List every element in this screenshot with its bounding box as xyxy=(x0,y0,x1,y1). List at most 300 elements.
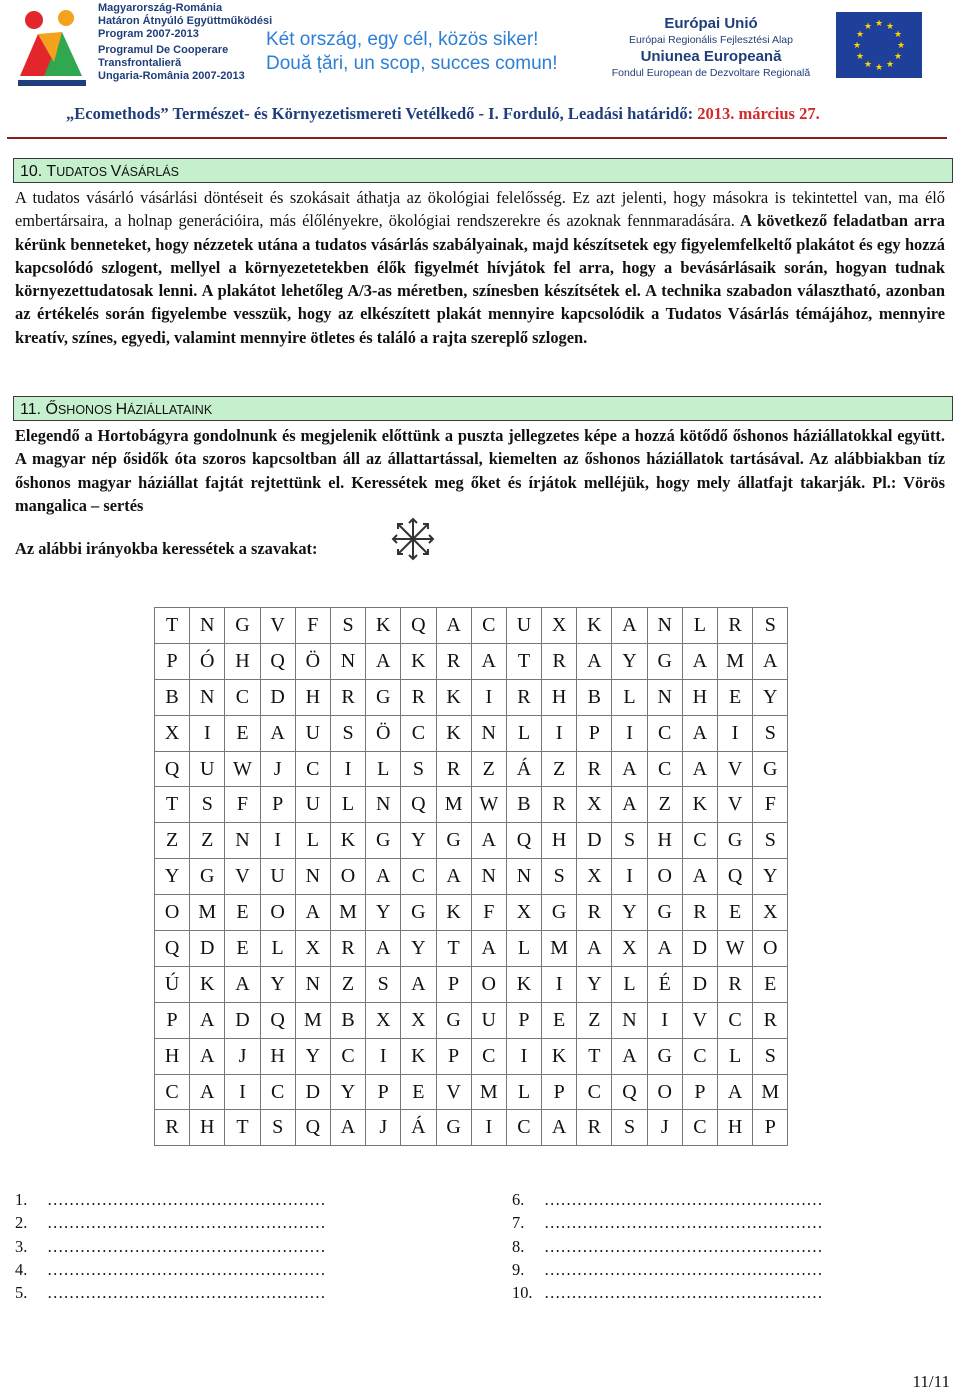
svg-text:★: ★ xyxy=(893,30,903,40)
grid-cell: A xyxy=(401,966,436,1002)
grid-cell: M xyxy=(471,1074,506,1110)
grid-cell: U xyxy=(506,608,541,644)
grid-cell: R xyxy=(577,751,612,787)
grid-cell: A xyxy=(190,1038,225,1074)
grid-cell: Ö xyxy=(366,715,401,751)
grid-cell: X xyxy=(366,1002,401,1038)
grid-cell: B xyxy=(506,787,541,823)
grid-cell: R xyxy=(718,608,753,644)
section-10-intro: A tudatos vásárló vásárlási döntéseit és szokásait áthatja az ökológiai felelősség. Ez azt jelenti, hogy másokra is tekintettel van, ma élő embertársaira, a holnap generációira, más élőlényekre, ökológiai rendszerekre és azoknak fennmaradására. xyxy=(15,188,945,231)
svg-text:★: ★ xyxy=(855,30,865,40)
grid-cell: L xyxy=(366,751,401,787)
grid-cell: L xyxy=(682,608,717,644)
grid-cell: I xyxy=(190,715,225,751)
grid-cell: S xyxy=(366,966,401,1002)
grid-cell: Y xyxy=(401,823,436,859)
grid-cell: Z xyxy=(471,751,506,787)
grid-cell: N xyxy=(471,859,506,895)
grid-cell: G xyxy=(436,823,471,859)
grid-cell: S xyxy=(542,859,577,895)
grid-cell: R xyxy=(330,931,365,967)
grid-row xyxy=(155,643,788,679)
grid-cell: O xyxy=(260,895,295,931)
svg-text:★: ★ xyxy=(896,41,906,51)
grid-cell: Ú xyxy=(155,966,190,1002)
grid-cell: E xyxy=(225,715,260,751)
grid-cell: L xyxy=(612,679,647,715)
grid-cell: Z xyxy=(190,823,225,859)
grid-cell: T xyxy=(155,787,190,823)
grid-cell: C xyxy=(295,751,330,787)
grid-cell: Ó xyxy=(190,643,225,679)
grid-cell: K xyxy=(401,643,436,679)
grid-cell: W xyxy=(471,787,506,823)
answer-line[interactable]: 5. …………………………………………… xyxy=(15,1283,326,1303)
grid-cell: N xyxy=(330,643,365,679)
grid-cell: T xyxy=(577,1038,612,1074)
section-10-text xyxy=(15,186,945,349)
grid-cell: H xyxy=(647,823,682,859)
grid-cell: V xyxy=(225,859,260,895)
grid-cell: A xyxy=(366,931,401,967)
grid-cell: U xyxy=(260,859,295,895)
grid-cell: C xyxy=(155,1074,190,1110)
grid-cell: C xyxy=(577,1074,612,1110)
grid-cell: M xyxy=(190,895,225,931)
grid-cell: J xyxy=(366,1110,401,1146)
grid-cell: K xyxy=(436,715,471,751)
grid-cell: A xyxy=(190,1002,225,1038)
eu-funding-text: Európai Unió Európai Regionális Fejlesztési Alap Uniunea Europeană Fondul European de Dezvoltare Regională xyxy=(611,15,811,79)
grid-cell: T xyxy=(155,608,190,644)
grid-cell: K xyxy=(682,787,717,823)
grid-cell: M xyxy=(718,643,753,679)
grid-cell: X xyxy=(155,715,190,751)
grid-cell: S xyxy=(330,608,365,644)
grid-cell: V xyxy=(718,787,753,823)
grid-cell: P xyxy=(542,1074,577,1110)
grid-cell: P xyxy=(436,1038,471,1074)
grid-cell: U xyxy=(295,715,330,751)
grid-cell: A xyxy=(612,751,647,787)
grid-cell: L xyxy=(506,715,541,751)
grid-cell: V xyxy=(436,1074,471,1110)
section-10-heading: 10. TUDATOS VÁSÁRLÁS xyxy=(13,158,953,183)
grid-cell: P xyxy=(753,1110,788,1146)
grid-cell: Y xyxy=(612,643,647,679)
grid-cell: Q xyxy=(401,608,436,644)
grid-cell: W xyxy=(225,751,260,787)
grid-cell: U xyxy=(295,787,330,823)
grid-cell: E xyxy=(225,931,260,967)
grid-cell: I xyxy=(471,679,506,715)
grid-cell: N xyxy=(295,966,330,1002)
grid-cell: I xyxy=(718,715,753,751)
grid-cell: R xyxy=(718,966,753,1002)
grid-cell: A xyxy=(577,931,612,967)
slogan-ro: Două țări, un scop, succes comun! xyxy=(266,53,558,74)
grid-cell: Q xyxy=(612,1074,647,1110)
grid-cell: D xyxy=(225,1002,260,1038)
grid-cell: R xyxy=(753,1002,788,1038)
grid-cell: Ö xyxy=(295,643,330,679)
grid-cell: B xyxy=(577,679,612,715)
grid-cell: P xyxy=(155,1002,190,1038)
grid-cell: V xyxy=(718,751,753,787)
contest-title: „Ecomethods” Természet- és Környezetismereti Vetélkedő - I. Forduló, Leadási határidő: 2013. március 27. xyxy=(66,104,820,123)
grid-cell: G xyxy=(647,895,682,931)
grid-cell: Y xyxy=(260,966,295,1002)
grid-cell: P xyxy=(506,1002,541,1038)
grid-cell: Q xyxy=(155,931,190,967)
section-11-text: Elegendő a Hortobágyra gondolnunk és megjelenik előttünk a puszta jellegzetes képe a hozzá kötődő őshonos háziállatokkal együtt. A magyar nép ősidők óta szoros kapcsoltban áll az állattartással, kiemelten az őshonos háziállatok tartásával. Az alábbiakban tíz őshonos magyar háziállat fajtát rejtettünk el. Keressétek meg őket és írjátok melléjük, hogy mely állatfajt takarják. Pl.: Vörös mangalica – sertés xyxy=(15,426,945,515)
grid-row xyxy=(155,679,788,715)
grid-cell: G xyxy=(647,1038,682,1074)
grid-cell: L xyxy=(260,931,295,967)
grid-row xyxy=(155,608,788,644)
grid-cell: P xyxy=(260,787,295,823)
answer-line[interactable]: 8. …………………………………………… xyxy=(512,1236,823,1256)
grid-cell: H xyxy=(295,679,330,715)
grid-cell: D xyxy=(682,966,717,1002)
grid-cell: C xyxy=(682,823,717,859)
grid-cell: A xyxy=(190,1074,225,1110)
grid-cell: G xyxy=(436,1110,471,1146)
grid-cell: I xyxy=(542,715,577,751)
grid-cell: D xyxy=(577,823,612,859)
grid-cell: A xyxy=(682,643,717,679)
grid-row xyxy=(155,751,788,787)
grid-cell: R xyxy=(577,1110,612,1146)
svg-text:★: ★ xyxy=(874,63,884,73)
grid-cell: I xyxy=(542,966,577,1002)
grid-cell: G xyxy=(753,751,788,787)
grid-cell: C xyxy=(647,751,682,787)
program-logo-icon xyxy=(14,6,90,92)
grid-cell: R xyxy=(682,895,717,931)
grid-cell: I xyxy=(506,1038,541,1074)
grid-cell: K xyxy=(366,608,401,644)
grid-cell: L xyxy=(506,1074,541,1110)
grid-cell: S xyxy=(753,608,788,644)
grid-cell: R xyxy=(577,895,612,931)
word-search-grid xyxy=(154,607,788,1146)
grid-cell: Á xyxy=(506,751,541,787)
grid-cell: P xyxy=(155,643,190,679)
grid-cell: P xyxy=(366,1074,401,1110)
grid-cell: R xyxy=(436,751,471,787)
grid-cell: Z xyxy=(155,823,190,859)
grid-cell: Y xyxy=(295,1038,330,1074)
grid-cell: Q xyxy=(295,1110,330,1146)
grid-cell: K xyxy=(436,895,471,931)
grid-cell: S xyxy=(753,1038,788,1074)
grid-cell: K xyxy=(401,1038,436,1074)
grid-cell: R xyxy=(542,643,577,679)
grid-cell: G xyxy=(225,608,260,644)
grid-cell: O xyxy=(471,966,506,1002)
section-10-task: A következő feladatban arra kérünk benneteket, hogy nézzetek utána a tudatos vásárlás szabályainak, majd készítsetek egy figyelemfelkeltő plakátot és egy hozzá kapcsolódó szlogent, mellyel a környezetetekben élők figyelmét hívjátok fel arra, hogy a bevásárlásaik során, hogyan tudnak környezettudatosak lenni. A plakátot lehetőleg A/3-as méretben, színesben készítsétek el. A technika szabadon választható, azonban az értékelés során figyelembe vesszük, hogy az elkészített plakát mennyire kapcsolódik a Tudatos Vásárlás témájához, mennyire kreatív, színes, egyedi, valamint mennyire ötletes és találó a rajta szereplő szlogen. xyxy=(15,211,945,347)
svg-text:★: ★ xyxy=(885,22,895,32)
answer-line[interactable]: 7. …………………………………………… xyxy=(512,1213,823,1233)
grid-cell: O xyxy=(647,1074,682,1110)
grid-cell: A xyxy=(647,931,682,967)
grid-cell: K xyxy=(506,966,541,1002)
grid-cell: L xyxy=(718,1038,753,1074)
grid-cell: P xyxy=(682,1074,717,1110)
grid-cell: I xyxy=(225,1074,260,1110)
grid-cell: J xyxy=(260,751,295,787)
grid-cell: M xyxy=(330,895,365,931)
program-slogan xyxy=(266,28,557,76)
grid-cell: H xyxy=(260,1038,295,1074)
grid-cell: S xyxy=(753,823,788,859)
grid-cell: A xyxy=(612,1038,647,1074)
grid-cell: Z xyxy=(330,966,365,1002)
grid-row xyxy=(155,787,788,823)
answer-line[interactable]: 2. …………………………………………… xyxy=(15,1213,326,1233)
answer-line[interactable]: 4. …………………………………………… xyxy=(15,1259,326,1279)
grid-cell: N xyxy=(190,679,225,715)
grid-row xyxy=(155,859,788,895)
grid-cell: Y xyxy=(577,966,612,1002)
grid-cell: I xyxy=(330,751,365,787)
grid-cell: N xyxy=(225,823,260,859)
svg-text:★: ★ xyxy=(863,22,873,32)
grid-cell: S xyxy=(401,751,436,787)
grid-cell: D xyxy=(260,679,295,715)
grid-cell: I xyxy=(366,1038,401,1074)
grid-cell: B xyxy=(330,1002,365,1038)
grid-cell: E xyxy=(401,1074,436,1110)
grid-row xyxy=(155,715,788,751)
section-11-heading: 11. ŐSHONOS HÁZIÁLLATAINK xyxy=(13,396,953,421)
grid-row xyxy=(155,1110,788,1146)
grid-cell: A xyxy=(682,751,717,787)
grid-cell: Y xyxy=(401,931,436,967)
grid-cell: R xyxy=(155,1110,190,1146)
grid-row xyxy=(155,1074,788,1110)
grid-cell: G xyxy=(366,823,401,859)
grid-cell: A xyxy=(366,643,401,679)
grid-cell: Y xyxy=(753,859,788,895)
svg-text:★: ★ xyxy=(874,19,884,29)
grid-cell: N xyxy=(190,608,225,644)
grid-cell: Y xyxy=(330,1074,365,1110)
grid-cell: X xyxy=(401,1002,436,1038)
grid-cell: A xyxy=(366,859,401,895)
answer-line[interactable]: 6. …………………………………………… xyxy=(512,1190,823,1209)
grid-cell: C xyxy=(718,1002,753,1038)
grid-cell: A xyxy=(330,1110,365,1146)
grid-cell: X xyxy=(506,895,541,931)
slogan-hu: Két ország, egy cél, közös siker! xyxy=(266,29,539,50)
grid-cell: Z xyxy=(542,751,577,787)
grid-cell: H xyxy=(155,1038,190,1074)
grid-cell: C xyxy=(260,1074,295,1110)
svg-text:★: ★ xyxy=(893,52,903,62)
grid-cell: H xyxy=(542,679,577,715)
grid-cell: I xyxy=(260,823,295,859)
grid-cell: D xyxy=(682,931,717,967)
grid-cell: V xyxy=(682,1002,717,1038)
grid-cell: K xyxy=(436,679,471,715)
grid-cell: Q xyxy=(401,787,436,823)
grid-cell: R xyxy=(401,679,436,715)
grid-cell: M xyxy=(295,1002,330,1038)
grid-cell: N xyxy=(647,608,682,644)
grid-cell: A xyxy=(612,787,647,823)
grid-cell: G xyxy=(436,1002,471,1038)
grid-cell: G xyxy=(718,823,753,859)
grid-cell: N xyxy=(612,1002,647,1038)
directions-label: Az alábbi irányokba keressétek a szavakat: xyxy=(15,539,318,558)
grid-cell: Q xyxy=(155,751,190,787)
grid-cell: L xyxy=(295,823,330,859)
grid-cell: E xyxy=(225,895,260,931)
grid-cell: R xyxy=(436,643,471,679)
grid-cell: X xyxy=(577,787,612,823)
grid-cell: B xyxy=(155,679,190,715)
grid-cell: X xyxy=(753,895,788,931)
grid-cell: C xyxy=(330,1038,365,1074)
grid-cell: A xyxy=(471,931,506,967)
answer-line[interactable]: 9. …………………………………………… xyxy=(512,1259,823,1279)
grid-cell: K xyxy=(577,608,612,644)
grid-cell: J xyxy=(225,1038,260,1074)
grid-cell: A xyxy=(682,715,717,751)
grid-cell: K xyxy=(330,823,365,859)
grid-cell: C xyxy=(225,679,260,715)
grid-cell: Y xyxy=(155,859,190,895)
grid-cell: P xyxy=(577,715,612,751)
grid-cell: Z xyxy=(577,1002,612,1038)
grid-cell: C xyxy=(401,715,436,751)
svg-text:★: ★ xyxy=(863,60,873,70)
grid-cell: L xyxy=(506,931,541,967)
grid-cell: C xyxy=(471,608,506,644)
eu-flag-icon xyxy=(836,12,922,78)
grid-cell: C xyxy=(682,1038,717,1074)
grid-cell: G xyxy=(647,643,682,679)
header-divider xyxy=(7,137,947,139)
grid-cell: Y xyxy=(366,895,401,931)
grid-cell: N xyxy=(366,787,401,823)
answers-left xyxy=(15,1188,326,1304)
page-header xyxy=(0,0,960,123)
grid-cell: U xyxy=(190,751,225,787)
grid-cell: Q xyxy=(506,823,541,859)
grid-cell: A xyxy=(577,643,612,679)
grid-cell: D xyxy=(295,1074,330,1110)
grid-cell: N xyxy=(471,715,506,751)
grid-cell: A xyxy=(436,859,471,895)
grid-cell: O xyxy=(155,895,190,931)
grid-cell: D xyxy=(190,931,225,967)
grid-cell: U xyxy=(471,1002,506,1038)
grid-cell: N xyxy=(647,679,682,715)
grid-cell: S xyxy=(330,715,365,751)
grid-cell: C xyxy=(471,1038,506,1074)
grid-row xyxy=(155,823,788,859)
answer-line[interactable]: 10. …………………………………………… xyxy=(512,1283,823,1303)
grid-cell: S xyxy=(260,1110,295,1146)
grid-row xyxy=(155,895,788,931)
grid-cell: G xyxy=(190,859,225,895)
grid-cell: R xyxy=(542,787,577,823)
grid-cell: O xyxy=(647,859,682,895)
svg-text:★: ★ xyxy=(885,60,895,70)
grid-cell: Q xyxy=(718,859,753,895)
grid-cell: Y xyxy=(753,679,788,715)
grid-cell: H xyxy=(190,1110,225,1146)
grid-cell: A xyxy=(718,1074,753,1110)
grid-cell: A xyxy=(260,715,295,751)
grid-cell: H xyxy=(682,679,717,715)
page-number: 11/11 xyxy=(912,1372,950,1391)
grid-cell: O xyxy=(330,859,365,895)
grid-cell: I xyxy=(612,715,647,751)
grid-cell: O xyxy=(753,931,788,967)
grid-cell: E xyxy=(542,1002,577,1038)
grid-cell: C xyxy=(401,859,436,895)
grid-cell: J xyxy=(647,1110,682,1146)
answer-line[interactable]: 1. …………………………………………… xyxy=(15,1190,326,1209)
grid-cell: S xyxy=(190,787,225,823)
grid-cell: X xyxy=(295,931,330,967)
grid-cell: C xyxy=(506,1110,541,1146)
grid-cell: C xyxy=(647,715,682,751)
grid-cell: P xyxy=(436,966,471,1002)
grid-cell: G xyxy=(366,679,401,715)
grid-cell: C xyxy=(682,1110,717,1146)
grid-cell: A xyxy=(753,643,788,679)
grid-row xyxy=(155,1038,788,1074)
grid-cell: S xyxy=(612,1110,647,1146)
grid-cell: X xyxy=(542,608,577,644)
program-name: Magyarország-Románia Határon Átnyúló Együttműködési Program 2007-2013 Programul De Cooperare Transfrontalieră Ungaria-România 2007-2013 xyxy=(98,2,273,82)
grid-cell: M xyxy=(436,787,471,823)
grid-cell: W xyxy=(718,931,753,967)
grid-cell: A xyxy=(682,859,717,895)
grid-cell: T xyxy=(225,1110,260,1146)
grid-row xyxy=(155,966,788,1002)
grid-cell: A xyxy=(542,1110,577,1146)
grid-cell: Y xyxy=(612,895,647,931)
grid-cell: L xyxy=(612,966,647,1002)
grid-cell: Q xyxy=(260,1002,295,1038)
grid-cell: G xyxy=(542,895,577,931)
grid-cell: I xyxy=(471,1110,506,1146)
grid-row xyxy=(155,931,788,967)
grid-cell: A xyxy=(612,608,647,644)
grid-cell: H xyxy=(542,823,577,859)
grid-cell: V xyxy=(260,608,295,644)
direction-compass-icon xyxy=(390,516,436,562)
grid-cell: S xyxy=(753,715,788,751)
grid-cell: E xyxy=(753,966,788,1002)
grid-cell: F xyxy=(225,787,260,823)
grid-cell: I xyxy=(647,1002,682,1038)
grid-cell: E xyxy=(718,895,753,931)
grid-cell: T xyxy=(506,643,541,679)
answer-line[interactable]: 3. …………………………………………… xyxy=(15,1236,326,1256)
grid-cell: Q xyxy=(260,643,295,679)
grid-cell: K xyxy=(190,966,225,1002)
grid-cell: S xyxy=(612,823,647,859)
grid-cell: Z xyxy=(647,787,682,823)
grid-cell: N xyxy=(506,859,541,895)
